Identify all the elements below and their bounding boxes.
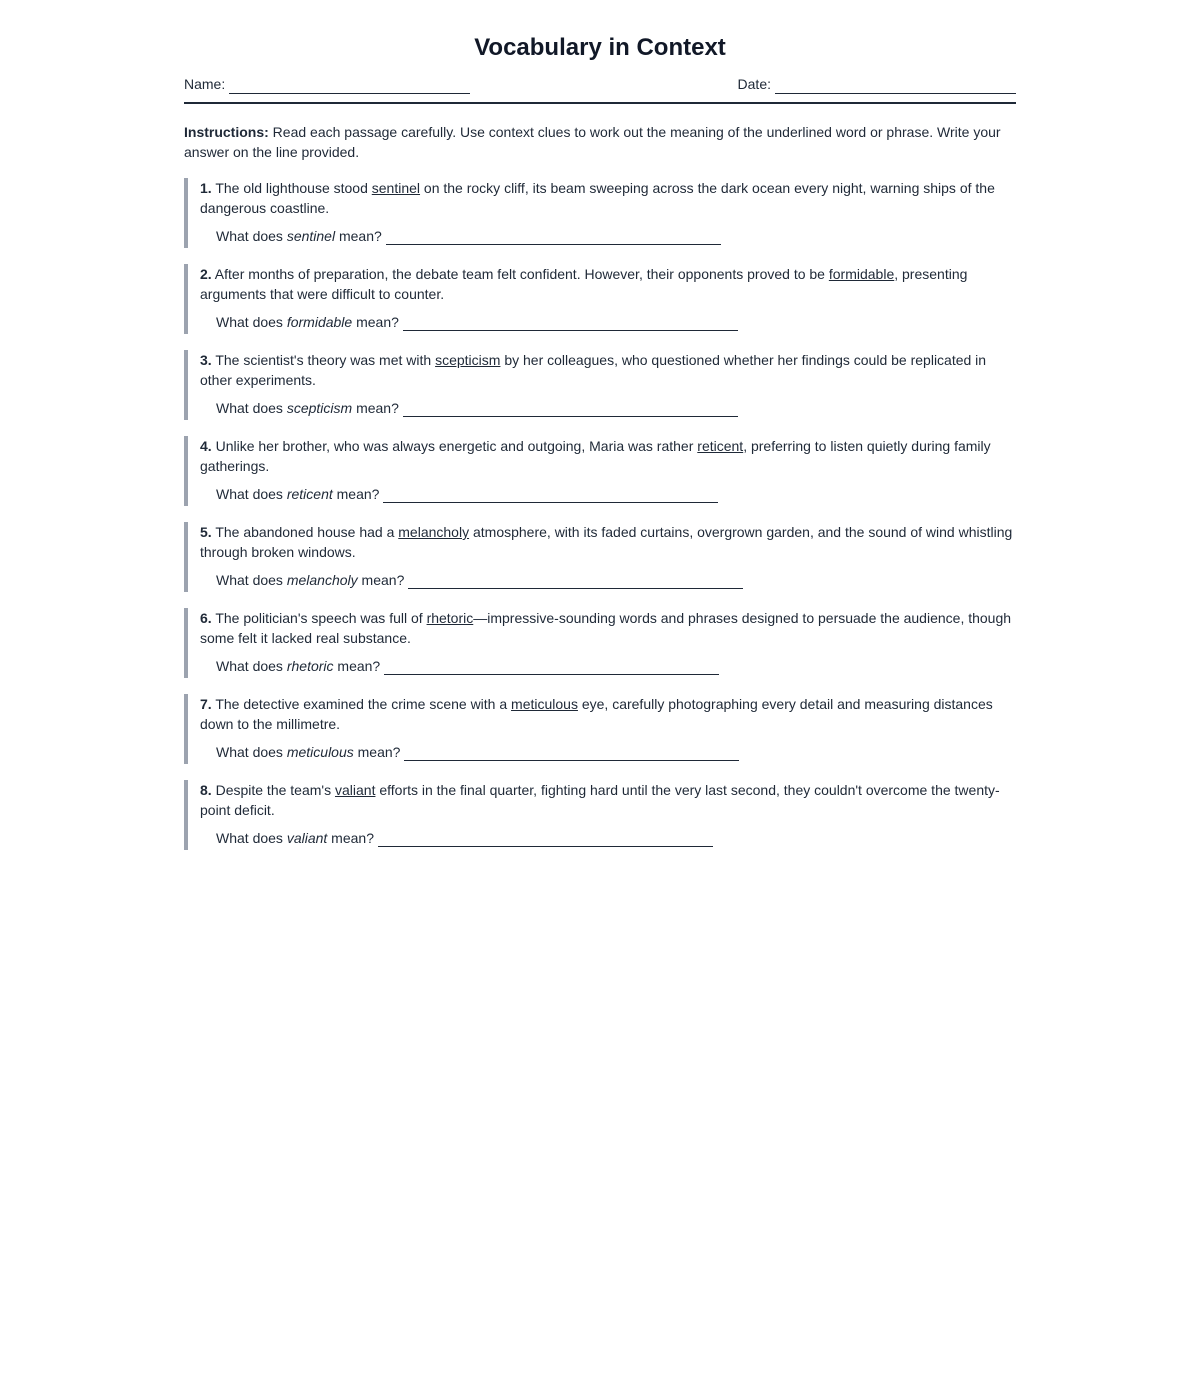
- prompt-word: scepticism: [286, 400, 353, 416]
- target-word: sentinel: [371, 180, 421, 196]
- prompt-text-before: What does: [216, 314, 287, 330]
- instructions: [184, 122, 1016, 162]
- target-word: formidable: [828, 266, 895, 282]
- prompt-text: [216, 484, 379, 504]
- question-prompt: [200, 570, 1016, 590]
- prompt-text-after: mean?: [333, 658, 381, 674]
- answer-line[interactable]: [408, 574, 743, 589]
- prompt-text: [216, 742, 400, 762]
- answer-line[interactable]: [386, 230, 721, 245]
- page-title: Vocabulary in Context: [474, 34, 726, 61]
- prompt-text-before: What does: [216, 400, 287, 416]
- answer-line[interactable]: [384, 660, 719, 675]
- passage-text-before: The old lighthouse stood: [211, 180, 372, 196]
- prompt-text-after: mean?: [332, 486, 380, 502]
- prompt-word: meticulous: [286, 744, 354, 760]
- question-prompt: [200, 742, 1016, 762]
- prompt-text-before: What does: [216, 658, 287, 674]
- passage-text-after: eye, carefully photographing every detail and measuring distances down to the millimetre.: [200, 696, 993, 732]
- passage-text-after: by her colleagues, who questioned whether her findings could be replicated in other experiments.: [200, 352, 987, 388]
- question-passage: [200, 608, 1016, 648]
- question-passage: [200, 436, 1016, 476]
- target-word: rhetoric: [426, 610, 474, 626]
- passage-text-before: The abandoned house had a: [211, 524, 399, 540]
- prompt-text-after: mean?: [335, 228, 382, 244]
- question-prompt: [200, 656, 1016, 676]
- question-item: [184, 780, 1016, 850]
- question-item: [184, 694, 1016, 764]
- prompt-text-before: What does: [216, 572, 287, 588]
- passage-text-before: The politician's speech was full of: [211, 610, 427, 626]
- passage-text-before: Despite the team's: [211, 782, 335, 798]
- question-item: [184, 350, 1016, 420]
- question-number: 7.: [200, 696, 212, 712]
- question-number: 2.: [200, 266, 212, 282]
- prompt-word: melancholy: [286, 572, 358, 588]
- name-label: Name:: [184, 76, 226, 92]
- passage-text-after: efforts in the final quarter, fighting hard until the very last second, they couldn't overcome the twenty-point deficit.: [200, 782, 1000, 818]
- passage-text-before: Unlike her brother, who was always energetic and outgoing, Maria was rather: [211, 438, 698, 454]
- target-word: reticent: [697, 438, 744, 454]
- question-prompt: [200, 226, 1016, 246]
- date-label: Date:: [737, 76, 771, 92]
- passage-text-before: The scientist's theory was met with: [211, 352, 436, 368]
- prompt-text: [216, 656, 380, 676]
- question-passage: [200, 522, 1016, 562]
- question-passage: [200, 264, 1016, 304]
- date-input-line[interactable]: [775, 79, 1016, 94]
- prompt-word: formidable: [286, 314, 353, 330]
- passage-text-after: —impressive-sounding words and phrases designed to persuade the audience, though some felt it lacked real substance.: [200, 610, 1012, 646]
- question-item: [184, 178, 1016, 248]
- answer-line[interactable]: [378, 832, 713, 847]
- instructions-label: Instructions:: [184, 124, 269, 140]
- question-number: 5.: [200, 524, 212, 540]
- question-prompt: [200, 312, 1016, 332]
- answer-line[interactable]: [403, 316, 738, 331]
- passage-text-before: After months of preparation, the debate team felt confident. However, their opponents proved to be: [211, 266, 829, 282]
- target-word: scepticism: [435, 352, 501, 368]
- prompt-text-before: What does: [216, 830, 287, 846]
- question-number: 8.: [200, 782, 212, 798]
- date-field: [738, 76, 1016, 92]
- question-number: 3.: [200, 352, 212, 368]
- prompt-text: [216, 570, 404, 590]
- passage-text-after: atmosphere, with its faded curtains, overgrown garden, and the sound of wind whistling through broken windows.: [200, 524, 1013, 560]
- prompt-text-before: What does: [216, 228, 287, 244]
- question-prompt: [200, 828, 1016, 848]
- passage-text-after: , presenting arguments that were difficult to counter.: [200, 266, 968, 302]
- prompt-word: reticent: [286, 486, 333, 502]
- prompt-text-after: mean?: [352, 400, 399, 416]
- prompt-text-before: What does: [216, 486, 287, 502]
- prompt-text-after: mean?: [353, 744, 401, 760]
- passage-text-after: , preferring to listen quietly during family gatherings.: [200, 438, 991, 474]
- question-item: [184, 264, 1016, 334]
- question-passage: [200, 694, 1016, 734]
- question-item: [184, 522, 1016, 592]
- header-row: [184, 76, 1016, 104]
- question-item: [184, 608, 1016, 678]
- prompt-text-after: mean?: [327, 830, 374, 846]
- answer-line[interactable]: [383, 488, 718, 503]
- question-item: [184, 436, 1016, 506]
- question-passage: [200, 780, 1016, 820]
- target-word: valiant: [334, 782, 376, 798]
- prompt-word: rhetoric: [286, 658, 334, 674]
- target-word: meticulous: [511, 696, 578, 712]
- worksheet-page: [184, 0, 1016, 850]
- question-number: 6.: [200, 610, 212, 626]
- passage-text-after: on the rocky cliff, its beam sweeping across the dark ocean every night, warning ships of the dangerous coastline.: [200, 180, 995, 216]
- prompt-text-after: mean?: [357, 572, 405, 588]
- answer-line[interactable]: [404, 746, 739, 761]
- prompt-text-after: mean?: [352, 314, 399, 330]
- question-number: 4.: [200, 438, 212, 454]
- instructions-text: Read each passage carefully. Use context clues to work out the meaning of the underlined word or phrase. Write your answer on the line provided.: [184, 124, 1001, 160]
- answer-line[interactable]: [403, 402, 738, 417]
- question-passage: [200, 178, 1016, 218]
- prompt-text: [216, 828, 374, 848]
- prompt-text: [216, 312, 399, 332]
- question-prompt: [200, 484, 1016, 504]
- prompt-text: [216, 398, 399, 418]
- question-prompt: [200, 398, 1016, 418]
- prompt-word: valiant: [286, 830, 328, 846]
- passage-text-before: The detective examined the crime scene with a: [211, 696, 512, 712]
- question-passage: [200, 350, 1016, 390]
- question-number: 1.: [200, 180, 212, 196]
- name-field: [184, 76, 470, 92]
- prompt-word: sentinel: [286, 228, 336, 244]
- prompt-text-before: What does: [216, 744, 287, 760]
- prompt-text: [216, 226, 382, 246]
- question-list: [184, 178, 1016, 850]
- target-word: melancholy: [398, 524, 470, 540]
- name-input-line[interactable]: [229, 79, 470, 94]
